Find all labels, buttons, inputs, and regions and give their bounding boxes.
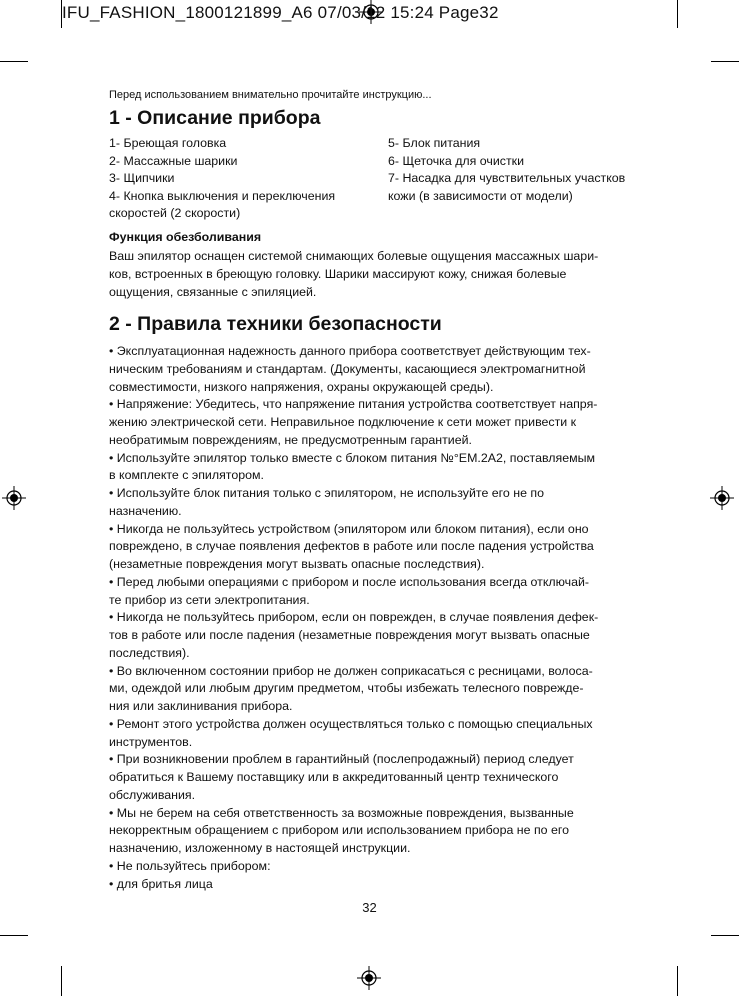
crop-mark [677, 966, 678, 996]
registration-mark-icon [2, 486, 26, 510]
text-line: • Ремонт этого устройства должен осуществляться только с помощью специальных [109, 716, 593, 731]
section-2-title: 2 - Правила техники безопасности [109, 313, 442, 335]
text-line: обратиться к Вашему поставщику или в аккредитованный центр технического [109, 770, 559, 784]
text-line: инструментов. [109, 734, 193, 749]
text-line: • Перед любыми операциями с прибором и после использования всегда отключай- [109, 574, 590, 589]
function-title: Функция обезболивания [109, 230, 262, 244]
text-line: • Напряжение: Убедитесь, что напряжение питания устройства соответствует напря- [109, 397, 598, 412]
text-line: (незаметные повреждения могут вызвать опасные последствия). [109, 557, 485, 571]
intro-text: Перед использованием внимательно прочитайте инструкцию... [109, 89, 432, 101]
text-line: последствия). [109, 645, 190, 660]
part-item: 2- Массажные шарики [109, 153, 238, 168]
part-item: 7- Насадка для чувствительных участков [388, 171, 626, 185]
parts-list-right [388, 135, 658, 205]
page-number: 32 [362, 900, 377, 915]
crop-mark [61, 966, 62, 996]
crop-mark [0, 61, 28, 62]
text-line: ков, встроенных в бреющую головку. Шарики массируют кожу, снижая болевые [109, 267, 567, 281]
text-line: • Используйте блок питания только с эпилятором, не используйте его не по [109, 486, 545, 500]
text-line: ми, одеждой или любым другим предметом, чтобы избежать телесного поврежде- [109, 681, 584, 696]
safety-rules [109, 343, 649, 893]
text-line: назначению. [109, 503, 182, 518]
text-line: • При возникновении проблем в гарантийный (послепродажный) период следует [109, 752, 574, 767]
text-line: • для бритья лица [109, 876, 213, 891]
text-line: обслуживания. [109, 787, 196, 802]
text-line: • Никогда не пользуйтесь устройством (эпилятором или блоком питания), если оно [109, 521, 589, 536]
section-1-title: 1 - Описание прибора [109, 107, 321, 129]
text-line: • Никогда не пользуйтесь прибором, если он поврежден, в случае появления дефек- [109, 610, 599, 625]
crop-mark [711, 935, 739, 936]
part-item: скоростей (2 скорости) [109, 206, 241, 220]
crop-mark [0, 935, 28, 936]
text-line: жению электрической сети. Неправильное подключение к сети может привести к [109, 415, 577, 429]
text-line: тов в работе или после падения (незаметные повреждения могут вызвать опасные [109, 628, 590, 642]
part-item: 4- Кнопка выключения и переключения [109, 188, 336, 203]
text-line: • Во включенном состоянии прибор не должен соприкасаться с ресницами, волоса- [109, 663, 593, 678]
text-line: ощущения, связанные с эпиляцией. [109, 285, 317, 299]
text-line: • Не пользуйтесь прибором: [109, 858, 271, 873]
part-item: 3- Щипчики [109, 171, 175, 185]
registration-mark-icon [357, 966, 381, 990]
text-line: назначению, изложенному в настоящей инструкции. [109, 841, 411, 855]
text-line: Ваш эпилятор оснащен системой снимающих болевые ощущения массажных шари- [109, 249, 599, 263]
text-line: • Используйте эпилятор только вместе с блоком питания №°EM.2A2, поставляемым [109, 450, 596, 465]
part-item: 5- Блок питания [388, 136, 481, 150]
part-item: 6- Щеточка для очистки [388, 153, 525, 168]
text-line: те прибор из сети электропитания. [109, 592, 310, 607]
text-line: необратимым повреждениям, не предусмотренным гарантией. [109, 432, 472, 447]
part-item: 1- Бреющая головка [109, 136, 227, 150]
crop-mark [711, 61, 739, 62]
parts-list-left [109, 135, 379, 223]
text-line: некорректным обращением с прибором или использованием прибора не по его [109, 823, 570, 838]
function-description [109, 247, 649, 301]
part-item: кожи (в зависимости от модели) [388, 188, 573, 203]
text-line: совместимости, низкого напряжения, охраны окружающей среды). [109, 379, 494, 394]
crop-mark [677, 0, 678, 28]
text-line: ния или заклинивания прибора. [109, 699, 293, 713]
text-line: ническим требованиям и стандартам. (Документы, касающиеся электромагнитной [109, 361, 586, 376]
text-line: в комплекте с эпилятором. [109, 468, 264, 483]
text-line: повреждено, в случае появления дефектов в работе или после падения устройства [109, 539, 594, 554]
text-line: • Эксплуатационная надежность данного прибора соответствует действующим тех- [109, 344, 591, 358]
registration-mark-icon [710, 486, 734, 510]
text-line: • Мы не берем на себя ответственность за возможные повреждения, вызванные [109, 805, 574, 820]
printer-slug: IFU_FASHION_1800121899_A6 07/03/12 15:24 Page32 [62, 3, 499, 22]
